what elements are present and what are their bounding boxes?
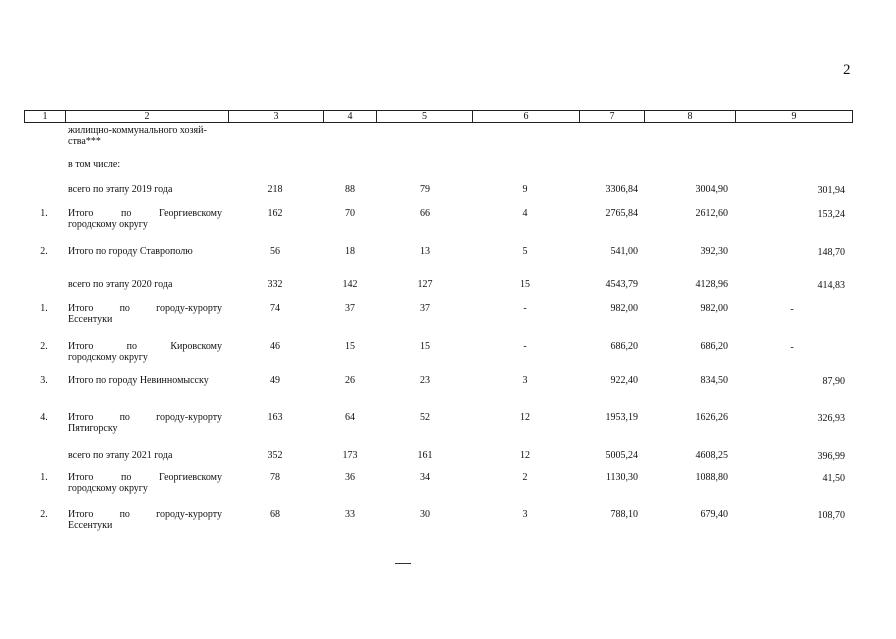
cell-col-8: 392,30 bbox=[700, 246, 728, 257]
row-name-line-1: Итого по городу-курорту bbox=[68, 509, 222, 520]
header-cell-1: 1 bbox=[25, 111, 66, 122]
cell-col-5: 23 bbox=[420, 375, 430, 386]
cell-col-9: 153,24 bbox=[817, 209, 845, 220]
cell-col-9: - bbox=[790, 304, 794, 315]
cell-col-4: 26 bbox=[345, 375, 355, 386]
footer-dash bbox=[395, 563, 411, 564]
header-cell-9: 9 bbox=[791, 111, 797, 122]
row-name-line-2: городскому округу bbox=[68, 219, 148, 230]
cell-col-4: 33 bbox=[345, 509, 355, 520]
header-cell-3: 3 bbox=[229, 111, 324, 122]
cell-col-6: 15 bbox=[520, 279, 530, 290]
cell-col-4: 64 bbox=[345, 412, 355, 423]
cell-col-8: 686,20 bbox=[700, 341, 728, 352]
row-index: 1. bbox=[40, 208, 48, 219]
cell-col-9: 301,94 bbox=[817, 185, 845, 196]
cell-col-9: 87,90 bbox=[822, 376, 845, 387]
cell-col-4: 18 bbox=[345, 246, 355, 257]
cell-col-6: 3 bbox=[522, 509, 528, 520]
header-cell-7: 7 bbox=[580, 111, 645, 122]
cell-col-3: 78 bbox=[270, 472, 280, 483]
cell-col-6: 3 bbox=[522, 375, 528, 386]
cell-col-5: 15 bbox=[420, 341, 430, 352]
cell-col-8: 4128,96 bbox=[695, 279, 728, 290]
row-index: 1. bbox=[40, 472, 48, 483]
cell-col-4: 36 bbox=[345, 472, 355, 483]
cell-col-5: 66 bbox=[420, 208, 430, 219]
cell-col-8: 2612,60 bbox=[695, 208, 728, 219]
cell-col-4: 70 bbox=[345, 208, 355, 219]
intro-line-2: ства*** bbox=[68, 136, 101, 147]
cell-col-4: 173 bbox=[342, 450, 358, 461]
cell-col-6: 12 bbox=[520, 412, 530, 423]
cell-col-9: 108,70 bbox=[817, 510, 845, 521]
cell-col-7: 3306,84 bbox=[605, 184, 638, 195]
cell-col-3: 56 bbox=[270, 246, 280, 257]
cell-col-3: 46 bbox=[270, 341, 280, 352]
page-number: 2 bbox=[843, 62, 851, 78]
row-name-line-1: Итого по городу-курорту bbox=[68, 303, 222, 314]
cell-col-7: 541,00 bbox=[610, 246, 638, 257]
header-cell-5: 5 bbox=[377, 111, 473, 122]
row-name-line-2: Ессентуки bbox=[68, 520, 113, 531]
row-index: 2. bbox=[40, 341, 48, 352]
row-name-line-2: Ессентуки bbox=[68, 314, 113, 325]
row-index: 1. bbox=[40, 303, 48, 314]
cell-col-7: 5005,24 bbox=[605, 450, 638, 461]
row-index: 3. bbox=[40, 375, 48, 386]
row-name-line-1: Итого по городу Невинномысску bbox=[68, 375, 209, 386]
header-cell-8: 8 bbox=[645, 111, 736, 122]
cell-col-7: 686,20 bbox=[610, 341, 638, 352]
row-index: 2. bbox=[40, 509, 48, 520]
cell-col-8: 679,40 bbox=[700, 509, 728, 520]
cell-col-6: - bbox=[523, 341, 527, 352]
cell-col-4: 142 bbox=[342, 279, 358, 290]
cell-col-7: 982,00 bbox=[610, 303, 638, 314]
cell-col-3: 49 bbox=[270, 375, 280, 386]
cell-col-3: 163 bbox=[267, 412, 283, 423]
cell-col-6: 12 bbox=[520, 450, 530, 461]
cell-col-5: 127 bbox=[417, 279, 433, 290]
row-index: 2. bbox=[40, 246, 48, 257]
cell-col-4: 37 bbox=[345, 303, 355, 314]
row-name-line-1: Итого по Георгиевскому bbox=[68, 472, 222, 483]
cell-col-5: 161 bbox=[417, 450, 433, 461]
cell-col-5: 13 bbox=[420, 246, 430, 257]
cell-col-5: 79 bbox=[420, 184, 430, 195]
intro-line-1: жилищно-коммунального хозяй- bbox=[68, 125, 207, 136]
row-name-line-1: всего по этапу 2019 года bbox=[68, 184, 173, 195]
intro-subheading: в том числе: bbox=[68, 159, 121, 170]
cell-col-6: - bbox=[523, 303, 527, 314]
cell-col-8: 1626,26 bbox=[695, 412, 728, 423]
header-cell-6: 6 bbox=[473, 111, 580, 122]
cell-col-8: 982,00 bbox=[700, 303, 728, 314]
row-name-line-1: всего по этапу 2021 года bbox=[68, 450, 173, 461]
cell-col-3: 162 bbox=[267, 208, 283, 219]
cell-col-5: 34 bbox=[420, 472, 430, 483]
cell-col-9: - bbox=[790, 342, 794, 353]
cell-col-7: 788,10 bbox=[610, 509, 638, 520]
cell-col-8: 4608,25 bbox=[695, 450, 728, 461]
row-name-line-1: всего по этапу 2020 года bbox=[68, 279, 173, 290]
cell-col-6: 2 bbox=[522, 472, 528, 483]
cell-col-7: 4543,79 bbox=[605, 279, 638, 290]
cell-col-9: 148,70 bbox=[817, 247, 845, 258]
cell-col-3: 218 bbox=[267, 184, 283, 195]
cell-col-7: 1130,30 bbox=[605, 472, 638, 483]
header-cell-4: 4 bbox=[324, 111, 377, 122]
cell-col-3: 74 bbox=[270, 303, 280, 314]
cell-col-3: 332 bbox=[267, 279, 283, 290]
cell-col-5: 52 bbox=[420, 412, 430, 423]
cell-col-9: 396,99 bbox=[817, 451, 845, 462]
row-name-line-2: городскому округу bbox=[68, 352, 148, 363]
row-name-line-1: Итого по Кировскому bbox=[68, 341, 222, 352]
cell-col-6: 5 bbox=[522, 246, 528, 257]
row-name-line-2: Пятигорску bbox=[68, 423, 118, 434]
row-name-line-1: Итого по Георгиевскому bbox=[68, 208, 222, 219]
cell-col-4: 88 bbox=[345, 184, 355, 195]
cell-col-7: 2765,84 bbox=[605, 208, 638, 219]
cell-col-3: 68 bbox=[270, 509, 280, 520]
cell-col-8: 834,50 bbox=[700, 375, 728, 386]
cell-col-9: 326,93 bbox=[817, 413, 845, 424]
header-cell-2: 2 bbox=[66, 111, 229, 122]
cell-col-3: 352 bbox=[267, 450, 283, 461]
cell-col-5: 30 bbox=[420, 509, 430, 520]
row-name-line-2: городскому округу bbox=[68, 483, 148, 494]
cell-col-6: 4 bbox=[522, 208, 528, 219]
cell-col-7: 1953,19 bbox=[605, 412, 638, 423]
row-name-line-1: Итого по городу-курорту bbox=[68, 412, 222, 423]
cell-col-8: 3004,90 bbox=[695, 184, 728, 195]
table-header-row bbox=[24, 110, 853, 123]
cell-col-8: 1088,80 bbox=[695, 472, 728, 483]
row-name-line-1: Итого по городу Ставрополю bbox=[68, 246, 193, 257]
row-index: 4. bbox=[40, 412, 48, 423]
cell-col-5: 37 bbox=[420, 303, 430, 314]
cell-col-7: 922,40 bbox=[610, 375, 638, 386]
cell-col-9: 414,83 bbox=[817, 280, 845, 291]
cell-col-9: 41,50 bbox=[822, 473, 845, 484]
cell-col-4: 15 bbox=[345, 341, 355, 352]
cell-col-6: 9 bbox=[522, 184, 528, 195]
